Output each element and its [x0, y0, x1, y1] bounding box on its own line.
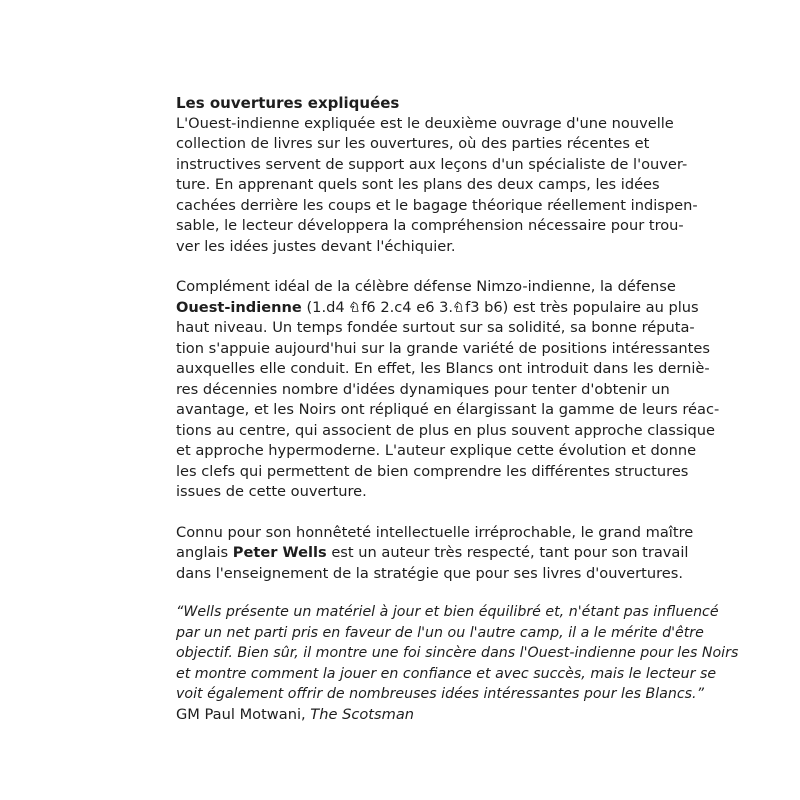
paragraph-line: L'Ouest-indienne expliquée est le deuxième ouvrage d'une nouvelle	[176, 114, 674, 132]
paragraph-opening	[176, 277, 720, 503]
paragraph-line: Complément idéal de la célèbre défense Nimzo-indienne, la défense	[176, 278, 676, 295]
paragraph-line: res décennies nombre d'idées dynamiques pour tenter d'obtenir un	[176, 380, 670, 398]
moves-part-c: f3 b6) est très populaire au plus	[465, 298, 699, 316]
paragraph-line: cachées derrière les coups et le bagage théorique réellement indispen-	[176, 196, 698, 214]
author-name: Peter Wells	[232, 544, 327, 561]
paragraph-line: ver les idées justes devant l'échiquier.	[176, 237, 456, 255]
author-prefix: anglais	[176, 544, 233, 561]
paragraph-line: collection de livres sur les ouvertures, où des parties récentes et	[176, 135, 650, 152]
paragraph-line: tion s'appuie aujourd'hui sur la grande variété de positions intéressantes	[176, 339, 710, 357]
review-quote	[176, 602, 739, 705]
quote-line: objectif. Bien sûr, il montre une foi sincère dans l'Ouest-indienne pour les Noirs	[176, 645, 739, 661]
paragraph-line: instructives servent de support aux leçons d'un spécialiste de l'ouver-	[176, 155, 688, 173]
paragraph-line: sable, le lecteur développera la compréhension nécessaire pour trou-	[176, 217, 684, 234]
paragraph-intro	[176, 114, 698, 258]
paragraph-line: avantage, et les Noirs ont répliqué en élargissant la gamme de leurs réac-	[176, 401, 720, 418]
paragraph-line: et approche hypermoderne. L'auteur explique cette évolution et donne	[176, 442, 697, 459]
chess-knight-icon	[349, 301, 361, 313]
paragraph-line: haut niveau. Un temps fondée surtout sur sa solidité, sa bonne réputa-	[176, 319, 695, 336]
paragraph-line: Connu pour son honnêteté intellectuelle irréprochable, le grand maître	[176, 523, 694, 541]
quote-attribution	[176, 705, 616, 726]
quote-line: par un net parti pris en faveur de l'un ou l'autre camp, il a le mérite d'être	[176, 624, 704, 641]
quote-line: “Wells présente un matériel à jour et bien équilibré et, n'étant pas influencé	[176, 604, 719, 620]
paragraph-line-author	[176, 543, 689, 564]
opening-name: Ouest-indienne	[176, 298, 302, 316]
paragraph-author	[176, 523, 694, 585]
paragraph-line: tions au centre, qui associent de plus en plus souvent approche classique	[176, 421, 716, 439]
paragraph-line: auxquelles elle conduit. En effet, les Blancs ont introduit dans les derniè-	[176, 360, 710, 377]
cover-text	[176, 93, 739, 725]
paragraph-line: issues de cette ouverture.	[176, 483, 367, 500]
paragraph-line: dans l'enseignement de la stratégie que pour ses livres d'ouvertures.	[176, 564, 683, 582]
paragraph-line: ture. En apprenant quels sont les plans des deux camps, les idées	[176, 176, 660, 193]
section-title: Les ouvertures expliquées	[176, 94, 400, 112]
attribution-author: GM Paul Motwani,	[176, 705, 311, 723]
quote-line: et montre comment la jouer en confiance et avec succès, mais le lecteur se	[176, 665, 717, 682]
paragraph-line: les clefs qui permettent de bien comprendre les différentes structures	[176, 462, 689, 480]
attribution-source: The Scotsman	[310, 705, 415, 723]
quote-line: voit également offrir de nombreuses idées intéressantes pour les Blancs.”	[176, 686, 704, 702]
paragraph-line-moves	[176, 298, 699, 319]
moves-part-b: f6 2.c4 e6 3.	[361, 298, 454, 316]
moves-part-a: (1.d4	[301, 298, 350, 316]
chess-knight-icon	[453, 301, 465, 313]
author-suffix: est un auteur très respecté, tant pour son travail	[326, 544, 689, 561]
